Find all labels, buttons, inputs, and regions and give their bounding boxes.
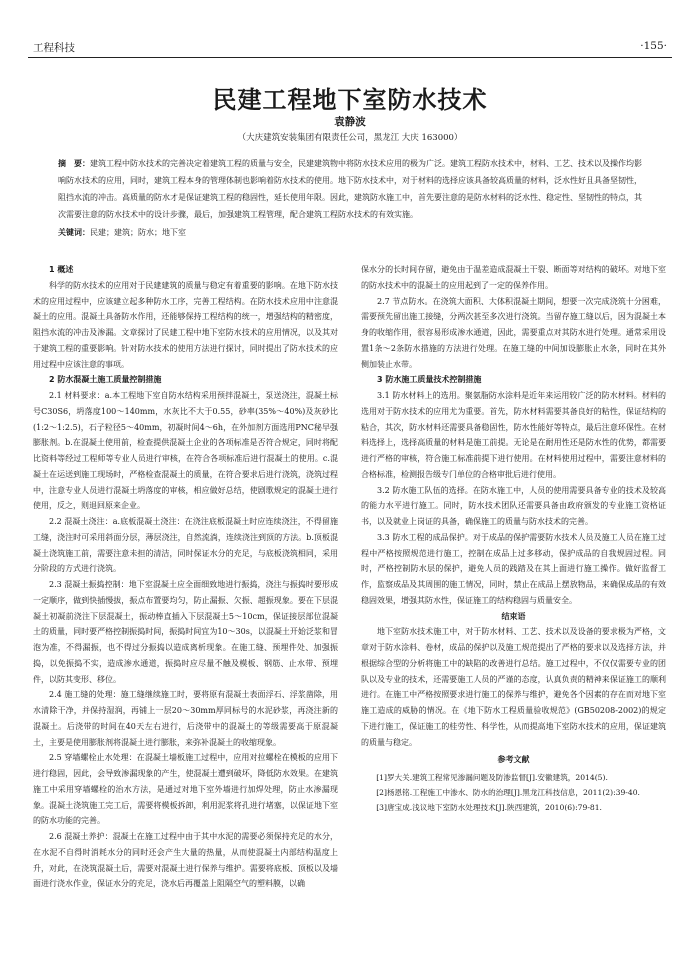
header-rule: [28, 57, 672, 58]
abstract-label: 摘 要：: [58, 159, 90, 168]
journal-section-label: 工程科技: [33, 42, 75, 54]
abstract-text: 建筑工程中防水技术的完善决定着建筑工程的质量与安全，民建建筑物中将防水技术应用的极为广泛。建筑工程防水技术中，材料、工艺、技术以及操作均影响防水技术的应用，同时，建筑工程本身的管理体制也影响着防水技术的使用。地下防水技术中，对于材料的选择应该具备较高质量的材料，泛水性好且具备坚韧性，阻挡水流的冲击。高质量的防水才是保证建筑工程的稳固性，延长使用年限。因此，建筑防水施工中，首先要注意的是防水材料的泛水性、稳定性、坚韧性的特点，其次需要注意的防水技术中的设计步骤，最后，加强建筑工程管理，配合建筑工程防水技术的有效实施。: [58, 159, 642, 219]
paragraph: 2.3 混凝土振捣控制：地下室混凝土应全面细致地进行振捣，浇注与振捣时要形成一定顺序，做到快插慢拔，振点布置要均匀，防止漏振、欠振、超振现象。要在下层混凝土初凝前浇注下层混凝土，振动棒直插入下层混凝土5～10cm，保证接层部位混凝土的质量，同时要严格控制振捣时间，振捣时间宜为10～30s，以混凝土开始泛浆和冒泡为准，不得漏振，也不得过分振捣以造成离析现象。在施工缝、预埋件处、加强振捣，以免振捣不实，造成渗水通道，振捣时应尽量不触及模板、钢筋、止水带、预埋件，以防其变形、移位。: [33, 580, 338, 684]
left-column: [33, 262, 338, 892]
paragraph: 3.1 防水材料上的选用。聚氨脂防水涂料是近年来运用较广泛的防水材料。材料的选用对于防水技术的应用尤为重要。首先，防水材料需要其备良好的粘性，保证结构的粘合，其次，防水材料还需要具备稳固性，防水性能好等特点，最后注意环保性。在材料选择上，选择高质量的材料是施工前提。无论是在耐用性还是防水性的优势，都需要进行严格的审核，符合施工标准前提下进行使用。在材料使用过程中，需要注意材料的合格标准，检测报告级专门单位的合格审批后进行使用。: [361, 391, 666, 479]
abstract: [58, 155, 642, 223]
paragraph: 地下室防水技术施工中，对于防水材料、工艺、技术以及设备的要求极为严格，文章对于防水涂料、卷材，成品的保护以及施工规范提出了严格的要求以及选择方法，并根据综合型的分析将施工中的缺陷的改善进行总结。施工过程中，不仅仅需要专业的团队以及专业的技术，还需要施工人员的严谨的态度，认真负责的精神来保证施工的顺利进行。在施工中严格按照要求进行施工的保养与维护，避免各个因素的存在而对地下室施工造成的威胁的情况。在《地下防水工程质量验收规范》(GB50208-2002)的规定下进行施工，保证施工的桂劳性、科学性，从而提高地下室防水技术的应用，保证建筑的质量与稳定。: [361, 627, 666, 747]
keywords-text: 民建；建筑；防水；地下室: [90, 228, 186, 237]
paragraph: 2.4 施工缝的处理：施工缝继续施工时，要将原有混凝土表面浮石、浮浆凿除，用水清除干净，并保持湿润，再铺上一层20～30mm厚同标号的水泥砂浆，再浇注新的混凝土。后浇带的时间在40天左右进行，后浇带中的混凝土的等级需要高于原混凝土，主要是使用膨胀剂将混凝土进行膨胀，来弥补混凝土的收缩现象。: [33, 690, 338, 747]
references-title: 参考文献: [497, 755, 530, 765]
section-heading: 结束语: [501, 611, 526, 621]
keywords-label: 关键词：: [58, 228, 90, 237]
references-list: [361, 770, 666, 815]
section-heading: 2 防水混凝土施工质量控制措施: [49, 375, 162, 385]
paragraph: 3.3 防水工程的成品保护。对于成品的保护需要防水技术人员及施工人员在施工过程中严格按照规范进行施工，控制在成品上过多移动，保护成品的自我规固过程。同时，严格控制防水层的保护，避免人员的践踏及在其上面进行施工操作。做好监督工作，监察成品及其周围的施工情况，同时，禁止在成品上摆放物品，来确保成品的有效稳固效果，增强其防水性，保证施工的结构稳固与质量安全。: [361, 532, 666, 605]
paragraph: 2.6 混凝土养护：混凝土在施工过程中由于其中水泥的需要必须保持充足的水分，在水泥不自得时消耗水分的同时还会产生大量的热量，从而使混凝土内部结构温度上升，对此，在浇筑混凝土后，需要对混凝土进行保养与维护。需要将底板、顶板以及墙面进行浇水作业，保证水分的充足，浇水后再覆盖上阻隔空气的塑料膜，以确: [33, 832, 338, 889]
page-number: ·155·: [640, 40, 667, 52]
paragraph: 2.2 混凝土浇注：a.底板混凝土浇注：在浇注底板混凝土时应连续浇注，不得留施工缝，浇注时可采用斜面分层，薄层浇注，自然流淌，连续浇注到顶的方法。b.顶板混凝土浇筑施工前，需要注意未担的清洁，同时保证水分的充足，与底板浇筑相同，采用分阶段的方式进行浇筑。: [33, 517, 338, 574]
affiliation: （大庆建筑安装集团有限责任公司，黑龙江 大庆 163000）: [237, 133, 463, 143]
section-heading: 3 防水施工质量技术控制措施: [377, 375, 482, 385]
article-title: 民建工程地下室防水技术: [212, 86, 488, 114]
paragraph: 2.7 节点防水。在浇筑大面积、大体积混凝土期间，想要一次完成浇筑十分困难，需要预先留出施工接缝，分两次甚至多次进行浇筑。当留存施工缝以后，因为混凝土本身的收缩作用，很容易形成渗水通道，因此，需要重点对其防水进行处理。通常采用设置1条～2条防水措施的方法进行处理。在施工缝的中间加设膨胀止水条，同时在其外侧加装止水带。: [361, 296, 666, 369]
section-heading: 1 概述: [49, 265, 74, 274]
paragraph: 3.2 防水施工队伍的选择。在防水施工中，人员的使用需要具备专业的技术及较高的能力水平进行施工。同时，防水技术团队还需要具备由政府颁发的专业施工资格证书，以及就业上岗证的具备，确保施工的质量与防水技术的完善。: [361, 485, 666, 526]
paragraph: 2.5 穿墙螺栓止水处理：在混凝土墙板施工过程中，应用对拉螺栓在模板的应用下进行稳固，因此，会导致渗漏现象的产生，使混凝土遭到破坏，降低防水效果。在建筑施工中采用穿墙螺栓的治水方法，是通过对地下室外墙进行加焊处理，防止水渗漏现象。混凝土浇筑施工完工后，需要将模板拆卸，利用泥浆将孔进行堵塞，以保证地下室的防水功能的完善。: [33, 753, 338, 826]
keywords: [58, 226, 642, 240]
paragraph: 保水分的长时间存留，避免由于温差造成混凝土干裂、断面等对结构的破坏。对地下室的防水技术中的混凝土的应用起到了一定的保养作用。: [361, 265, 666, 290]
reference-item: [1]罗大关.建筑工程常见渗漏问题及防渗监督[J].安徽建筑，2014(5).: [376, 773, 608, 782]
author: 袁静波: [334, 116, 366, 128]
reference-item: [2]杨恩铭.工程施工中渗水、防水的治理[J].黑龙江科技信息，2011(2):39-40.: [376, 788, 640, 797]
reference-item: [3]唐宝成.浅议地下室防水处理技术[J].陕西建筑，2010(6):79-81.: [376, 803, 602, 812]
paragraph: 科学的防水技术的应用对于民建建筑的质量与稳定有着重要的影响。在地下防水技术的应用过程中，应该建立起多种防水工序，完善工程结构。在防水技术应用中注意混凝土的应用。混凝土具备防水作用，还能够保持工程结构的统一，增强结构的精密度，阻挡水流的冲击及渗漏。文章探讨了民建工程中地下室防水技术的应用情况，以及其对于建筑工程的重要影响。针对防水技术的使用方法进行探讨，同时提出了防水技术的应用过程中应该注意的事项。: [33, 280, 338, 369]
right-column: [361, 262, 666, 815]
paragraph: 2.1 材料要求：a.本工程地下室自防水结构采用预拌混凝土，泵送浇注，混凝土标号C30S6，坍落度100～140mm，水灰比不大于0.55，砂率(35%～40%)及灰砂比(1:2～1:2.5)，石子粒径5～40mm，初凝时间4～6h，在外加剂方面选用PNC秘早强膨胀剂。b.在混凝土使用前，检查提供混凝土企业的各项标准是否符合规定，同时将配比资料等经过工程师等专业人员进行审核，在符合各项标准后进行混凝土的使用。c.混凝土在运送到施工现场时，严格检查混凝土的质量，在符合要求后进行浇筑，浇筑过程中，注意专业人员进行混凝土坍落度的审核，相应做好总结，使剧歌规定的混凝土进行使用，反之，则退回原来企业。: [33, 391, 338, 511]
